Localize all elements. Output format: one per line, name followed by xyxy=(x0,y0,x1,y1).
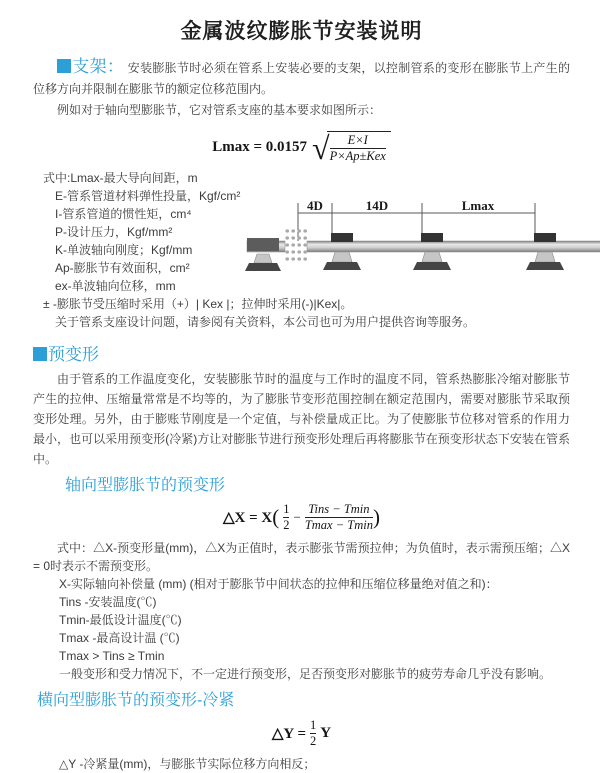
predeform-heading-label: 预变形 xyxy=(48,345,99,364)
lateral-formula xyxy=(33,718,570,749)
axial-note: Tmax -最高设计温 (℃) xyxy=(59,631,180,645)
variable-definition: Ap-膨胀节有效面积，cm² xyxy=(55,261,190,275)
axial-note: X-实际轴向补偿量 (mm) (相对于膨胀节中间状态的拉伸和压缩位移量绝对值之和)： xyxy=(59,577,498,591)
axial-formula xyxy=(33,502,570,533)
variable-definition: P-设计压力，Kgf/mm² xyxy=(55,225,173,239)
dimension-label-4d: 4D xyxy=(307,198,323,213)
lateral-formula-lhs: △Y = xyxy=(271,726,306,742)
pipe-support-diagram xyxy=(245,191,600,293)
sqrt-radical-icon: √ xyxy=(312,129,330,166)
support-example-line: 例如对于轴向型膨胀节，它对管系支座的基本要求如图所示： xyxy=(57,103,382,117)
variable-definition: 式中:Lmax-最大导向间距，m xyxy=(43,171,198,185)
variable-definition: ex-单波轴向位移，mm xyxy=(55,279,176,293)
variable-definition: K-单波轴向刚度；Kgf/mm xyxy=(55,243,193,257)
one-half-fraction: $\frac{1}{2}$ xyxy=(310,718,317,748)
variable-definition: I-管系管道的惯性矩，cm⁴ xyxy=(55,207,192,221)
predeform-section-heading xyxy=(33,340,570,365)
close-paren: ) xyxy=(373,505,380,529)
dimension-label-lmax: Lmax xyxy=(461,198,495,213)
lmax-formula-numerator: E×I xyxy=(347,133,368,147)
axial-note: Tmax > Tins ≥ Tmin xyxy=(59,649,165,663)
axial-note: Tmin-最低设计温度(℃) xyxy=(59,613,182,627)
variables-and-diagram xyxy=(33,169,570,331)
axial-note-paragraph: 式中：△X-预变形量(mm)，△X为正值时，表示膨张节需预拉伸；为负值时，表示需预压缩；△X = 0时表示不需预变形。 xyxy=(33,541,570,573)
page-title: 金属波纹膨胀节安装说明 xyxy=(180,20,423,43)
lmax-formula-denominator: P×Ap±Kex xyxy=(329,149,386,163)
lmax-formula xyxy=(33,131,570,164)
axial-note: 一般变形和受力情况下，不一定进行预变形，足否预变形对膨胀节的疲劳寿命几乎没有影响。 xyxy=(59,667,552,681)
dimension-labels xyxy=(305,198,502,213)
pipe xyxy=(307,241,600,252)
section-bullet-icon xyxy=(33,347,47,361)
section-bullet-icon xyxy=(57,59,71,73)
support-footnote: 关于管系支座设计问题，请参阅有关资料，本公司也可为用户提供咨询等服务。 xyxy=(55,315,476,329)
anchor-support xyxy=(245,238,281,271)
one-half-fraction: $\frac{1}{2}$ xyxy=(283,502,290,532)
temperature-fraction: $\frac{\text{Tins − Tmin}}{Tmax - Tmin}$ xyxy=(304,502,373,532)
lateral-sub-heading: 横向型膨胀节的预变形-冷紧 xyxy=(37,692,235,709)
predeform-paragraph: 由于管系的工作温度变化，安装膨胀节时的温度与工作时的温度不同，管系热膨胀冷缩对膨胀节产生的拉伸、压缩量常常是不均等的，为了膨胀节变形范围控制在额定范围内，需要对膨胀节采取预变形处理。另外，由于膨账节刚度是一个定值，与补偿量成正比。为了使膨胀节位移对管系的作用力最小，也可以采用预变形(冷紧)方让对膨胀节进行预变形处理后再将膨胀节在预变形状态下安装在管系中。 xyxy=(33,372,570,466)
lateral-note: △Y -冷紧量(mm)，与膨胀节实际位移方向相反； xyxy=(59,757,316,771)
lateral-formula-rhs: Y xyxy=(320,725,332,741)
minus-sign: − xyxy=(293,509,301,525)
variable-definition: ± -膨胀节受压缩时采用（+）| Kex |；拉伸时采用(-)|Kex|。 xyxy=(43,297,353,311)
support-intro-paragraph xyxy=(33,56,570,100)
support-intro-text: 安装膨胀节时必须在管系上安装必要的支架，以控制管系的变形在膨胀节上产生的位移方向并限制在膨胀节的额定位移范围内。 xyxy=(33,61,570,96)
support-heading-label: 支架： xyxy=(72,57,125,76)
lmax-formula-radicand xyxy=(327,131,391,164)
document-page xyxy=(0,15,600,773)
axial-formula-lhs: △X = X xyxy=(222,510,273,526)
open-paren: ( xyxy=(272,505,280,529)
variable-definition: E-管系管道材料弹性投量，Kgf/cm² xyxy=(55,189,241,203)
dimension-label-14d: 14D xyxy=(365,198,389,213)
axial-note: Tins -安装温度(℃) xyxy=(59,595,157,609)
lmax-formula-lhs: Lmax = 0.0157 xyxy=(212,139,307,155)
support-section-heading xyxy=(57,57,124,76)
axial-sub-heading: 轴向型膨胀节的预变形 xyxy=(65,477,226,494)
